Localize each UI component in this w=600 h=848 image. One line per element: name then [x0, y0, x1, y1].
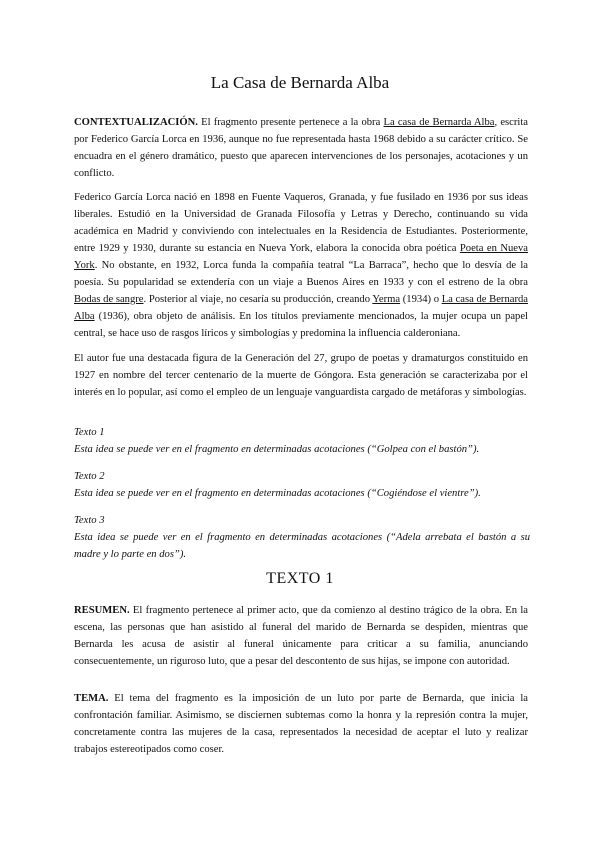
context-label: CONTEXTUALIZACIÓN. — [74, 117, 198, 128]
document-title: La Casa de Bernarda Alba — [210, 73, 390, 92]
summary-label: RESUMEN. — [74, 605, 130, 616]
bio-text-4: (1934) o — [400, 294, 442, 305]
theme-paragraph — [74, 690, 528, 758]
note-2-label: Texto 2 — [74, 471, 105, 482]
summary-paragraph — [74, 602, 528, 670]
note-2 — [74, 468, 534, 502]
note-3-text: Esta idea se puede ver en el fragmento en determinadas acotaciones (“Adela arrebata el bastón a su madre y lo parte en dos”). — [74, 532, 530, 560]
note-3-label: Texto 3 — [74, 515, 105, 526]
note-2-text: Esta idea se puede ver en el fragmento en determinadas acotaciones (“Cogiéndose el vientre”). — [74, 488, 481, 499]
summary-text: El fragmento pertenece al primer acto, que da comienzo al destino trágico de la obra. En la escena, las personas que han asistido al funeral del marido de Bernarda se despiden, mientras que Bernarda les acusa de asistir al funeral únicamente para criticar a su familia, anunciando consecuentemente, un riguroso luto, que a pesar del descontento de sus hijas, se impone con autoridad. — [74, 605, 528, 667]
context-paragraph — [74, 114, 528, 182]
bio-text-2: . No obstante, en 1932, Lorca funda la compañía teatral “La Barraca”, hecho que lo desvía de la poesía. Su popularidad se extendería con un viaje a Buenos Aires en 1933 y con el estreno de la obra — [74, 260, 528, 288]
context-work-title: La casa de Bernarda Alba — [383, 117, 495, 128]
section-title: TEXTO 1 — [266, 570, 334, 587]
note-1 — [74, 424, 534, 458]
generation-paragraph: El autor fue una destacada figura de la Generación del 27, grupo de poetas y dramaturgos constituido en 1927 en nombre del tercer centenario de la muerte de Góngora. Esta generación se caracterizaba por el interés en lo popular, así como el empleo de un lenguaje vanguardista cargado de metáforas y simbologías. — [74, 353, 528, 398]
bio-work-3: Yerma — [372, 294, 401, 305]
bio-text-3: . Posterior al viaje, no cesaría su producción, creando — [143, 294, 373, 305]
theme-text: El tema del fragmento es la imposición de un luto por parte de Bernarda, que inicia la confrontación familiar. Asimismo, se disciernen subtemas como la honra y la represión contra la mujer, concretamente contra las mujeres de la casa, representados la necesidad de aceptar el luto y realizar trabajos estereotipados como coser. — [74, 693, 528, 755]
bio-text-5: (1936), obra objeto de análisis. En los títulos previamente mencionados, la mujer ocupa un papel central, se hace uso de rasgos líricos y simbologías y predomina la influencia calderoniana. — [74, 311, 528, 339]
note-1-label: Texto 1 — [74, 427, 105, 438]
context-text-1: El fragmento presente pertenece a la obra — [197, 117, 384, 128]
context-text-2: , escrita por Federico García Lorca en 1936, aunque no fue representada hasta 1968 debido a su carácter crítico. Se encuadra en el género dramático, puesto que aparecen intervenciones de los personajes, acotaciones y un conflicto. — [74, 117, 528, 179]
bio-work-1: Poeta en Nueva York — [74, 243, 528, 271]
note-3 — [74, 512, 530, 563]
bio-text-1: Federico García Lorca nació en 1898 en Fuente Vaqueros, Granada, y fue fusilado en 1936 por sus ideas liberales. Estudió en la Universidad de Granada Filosofía y Letras y Derecho, continuando su vida académica en Madrid y conviviendo con intelectuales en la Residencia de Estudiantes. Posteriormente, entre 1929 y 1930, durante su estancia en Nueva York, elabora la conocida obra poética — [74, 192, 528, 254]
biography-paragraph — [74, 189, 528, 342]
note-1-text: Esta idea se puede ver en el fragmento en determinadas acotaciones (“Golpea con el bastón”). — [74, 444, 480, 455]
bio-work-2: Bodas de sangre — [74, 294, 144, 305]
theme-label: TEMA. — [74, 693, 109, 704]
bio-work-4: La casa de Bernarda Alba — [74, 294, 528, 322]
